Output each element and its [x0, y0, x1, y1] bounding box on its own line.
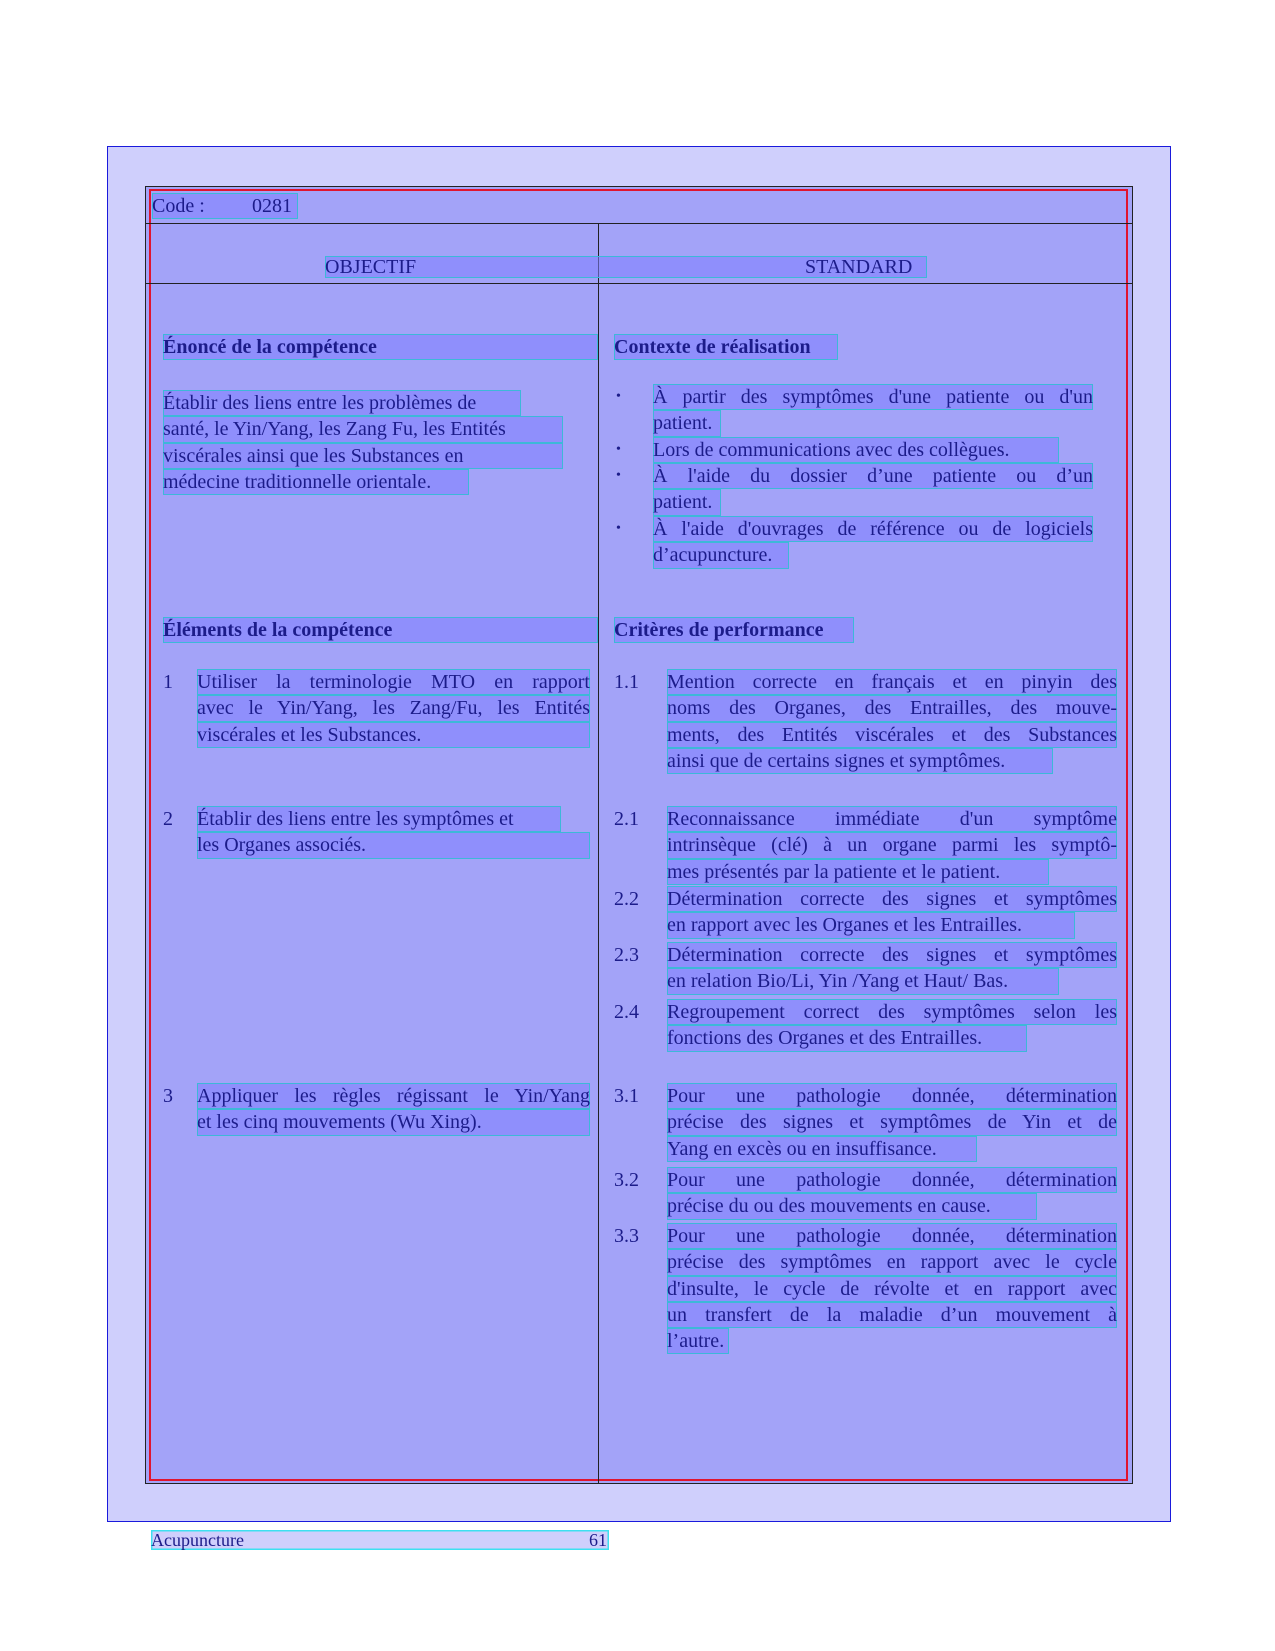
contexte-line: patient.: [653, 410, 721, 436]
enonce-line: viscérales ainsi que les Substances en: [163, 443, 563, 469]
element-3: [197, 1083, 590, 1136]
contexte-line: d’acupuncture.: [653, 542, 789, 568]
element-number: 1: [163, 671, 173, 693]
element-line: Utiliser la terminologie MTO en rapport: [197, 669, 590, 695]
contexte-bullet-4: [653, 516, 1093, 569]
contexte-line: À l'aide du dossier d’une patiente ou d’un: [653, 463, 1093, 489]
bullet-icon: •: [616, 389, 621, 404]
critere-line: Pour une pathologie donnée, détermination: [667, 1223, 1117, 1249]
critere-number: 2.2: [614, 888, 639, 910]
contexte-line: Lors de communications avec des collègues.: [653, 437, 1059, 463]
critere-3-2: [667, 1167, 1117, 1220]
enonce-line: santé, le Yin/Yang, les Zang Fu, les Entités: [163, 416, 563, 442]
contexte-line: À partir des symptômes d'une patiente ou d'un: [653, 384, 1093, 410]
critere-line: un transfert de la maladie d’un mouvement à: [667, 1302, 1117, 1328]
enonce-title: Énoncé de la compétence: [163, 334, 598, 360]
element-line: Appliquer les règles régissant le Yin/Yang: [197, 1083, 590, 1109]
critere-2-3: [667, 942, 1117, 995]
critere-number: 1.1: [614, 671, 639, 693]
critere-number: 2.4: [614, 1001, 639, 1023]
critere-number: 3.3: [614, 1225, 639, 1247]
element-line: et les cinq mouvements (Wu Xing).: [197, 1109, 590, 1135]
code-label: Code :: [152, 195, 205, 217]
contexte-bullet-2: [653, 437, 1093, 463]
element-line: les Organes associés.: [197, 832, 590, 858]
critere-line: l’autre.: [667, 1328, 729, 1354]
critere-line: ainsi que de certains signes et symptômes.: [667, 748, 1053, 774]
row-divider-header: [145, 283, 1133, 284]
header-standard: STANDARD: [805, 256, 913, 278]
critere-line: d'insulte, le cycle de révolte et en rapport avec: [667, 1276, 1117, 1302]
element-1: [197, 669, 590, 748]
code-row: [152, 193, 298, 219]
critere-line: Regroupement correct des symptômes selon les: [667, 999, 1117, 1025]
critere-line: Reconnaissance immédiate d'un symptôme: [667, 806, 1117, 832]
row-divider-code: [145, 223, 1133, 224]
critere-number: 2.1: [614, 808, 639, 830]
element-2: [197, 806, 590, 859]
critere-line: ments, des Entités viscérales et des Substances: [667, 722, 1117, 748]
critere-line: Détermination correcte des signes et symptômes: [667, 886, 1117, 912]
page-number: 61: [589, 1530, 607, 1550]
critere-line: fonctions des Organes et des Entrailles.: [667, 1025, 1027, 1051]
bullet-icon: •: [616, 442, 621, 457]
critere-line: intrinsèque (clé) à un organe parmi les symptô-: [667, 832, 1117, 858]
footer-title: Acupuncture: [151, 1530, 244, 1550]
element-number: 2: [163, 808, 173, 830]
critere-line: noms des Organes, des Entrailles, des mouve-: [667, 695, 1117, 721]
contexte-bullet-3: [653, 463, 1093, 516]
critere-line: Pour une pathologie donnée, détermination: [667, 1167, 1117, 1193]
critere-2-1: [667, 806, 1117, 885]
element-line: viscérales et les Substances.: [197, 722, 590, 748]
critere-line: précise des signes et symptômes de Yin et de: [667, 1109, 1117, 1135]
elements-title: Éléments de la compétence: [163, 617, 598, 643]
column-divider: [598, 223, 599, 1484]
critere-line: précise du ou des mouvements en cause.: [667, 1193, 1037, 1219]
critere-line: mes présentés par la patiente et le patient.: [667, 859, 1049, 885]
element-number: 3: [163, 1085, 173, 1107]
page-footer: [151, 1530, 609, 1550]
code-value: 0281: [252, 195, 292, 217]
critere-line: Yang en excès ou en insuffisance.: [667, 1136, 977, 1162]
critere-number: 3.1: [614, 1085, 639, 1107]
critere-number: 3.2: [614, 1169, 639, 1191]
critere-line: Pour une pathologie donnée, détermination: [667, 1083, 1117, 1109]
critere-line: en rapport avec les Organes et les Entrailles.: [667, 912, 1075, 938]
contexte-title: Contexte de réalisation: [614, 334, 838, 360]
critere-3-1: [667, 1083, 1117, 1162]
header-objectif: OBJECTIF: [325, 256, 417, 278]
element-line: Établir des liens entre les symptômes et: [197, 806, 561, 832]
enonce-line: médecine traditionnelle orientale.: [163, 469, 469, 495]
contexte-line: À l'aide d'ouvrages de référence ou de logiciels: [653, 516, 1093, 542]
critere-2-2: [667, 886, 1117, 939]
critere-number: 2.3: [614, 944, 639, 966]
enonce-line: Établir des liens entre les problèmes de: [163, 390, 521, 416]
critere-line: en relation Bio/Li, Yin /Yang et Haut/ Bas.: [667, 968, 1059, 994]
bullet-icon: •: [616, 521, 621, 536]
critere-1-1: [667, 669, 1117, 774]
bullet-icon: •: [616, 468, 621, 483]
criteres-title: Critères de performance: [614, 617, 854, 643]
enonce-text: [163, 390, 598, 495]
critere-line: Mention correcte en français et en pinyin des: [667, 669, 1117, 695]
element-line: avec le Yin/Yang, les Zang/Fu, les Entités: [197, 695, 590, 721]
critere-line: précise des symptômes en rapport avec le cycle: [667, 1249, 1117, 1275]
critere-3-3: [667, 1223, 1117, 1354]
contexte-bullet-1: [653, 384, 1093, 437]
critere-2-4: [667, 999, 1117, 1052]
contexte-line: patient.: [653, 489, 721, 515]
critere-line: Détermination correcte des signes et symptômes: [667, 942, 1117, 968]
